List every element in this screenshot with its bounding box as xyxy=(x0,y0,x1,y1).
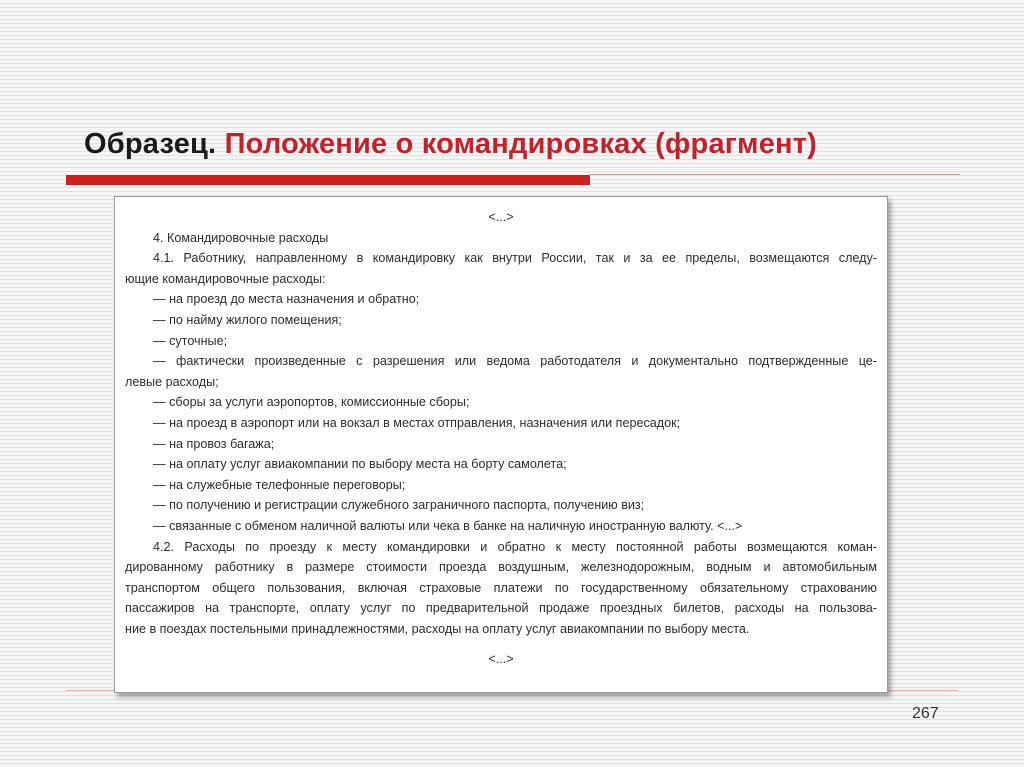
paragraph-4-2-line: пассажиров на транспорте, оплату услуг по предварительной продаже проездных билетов, расходы на пользова- xyxy=(125,601,877,616)
slide-title xyxy=(84,128,817,161)
list-item: — по получению и регистрации служебного заграничного паспорта, получению виз; xyxy=(153,498,645,513)
ellipsis-bottom: <...> xyxy=(488,652,514,667)
title-prefix: Образец. xyxy=(84,128,217,160)
footer-rule-left xyxy=(66,690,116,691)
list-item: — связанные с обменом наличной валюты или чека в банке на наличную иностранную валюту. <...> xyxy=(153,518,743,533)
list-item: — на проезд до места назначения и обратно; xyxy=(153,292,420,307)
paragraph-4-1-line-1: 4.1. Работнику, направленному в командировку как внутри России, так и за ее пределы, возмещаются следу- xyxy=(153,251,877,266)
title-underline-line xyxy=(590,174,960,175)
section-heading: 4. Командировочные расходы xyxy=(153,230,329,245)
list-item: — по найму жилого помещения; xyxy=(153,312,342,327)
list-item-line-2: левые расходы; xyxy=(125,374,219,389)
footer-rule-right xyxy=(888,690,958,691)
title-main: Положение о командировках (фрагмент) xyxy=(224,128,818,160)
document-fragment xyxy=(114,196,888,693)
paragraph-4-1-line-2: ющие командировочные расходы: xyxy=(125,271,326,286)
paragraph-4-2-line-last: ние в поездах постельными принадлежностями, расходы на оплату услуг авиакомпании по выбору места. xyxy=(125,621,750,636)
list-item: — на оплату услуг авиакомпании по выбору места на борту самолета; xyxy=(153,457,567,472)
ellipsis-top: <...> xyxy=(488,210,514,224)
title-underline-bar xyxy=(66,175,590,185)
list-item: — суточные; xyxy=(153,333,228,348)
paragraph-4-2-line-1: 4.2. Расходы по проезду к месту командировки и обратно к месту постоянной работы возмещаются коман- xyxy=(153,539,877,554)
list-item: — сборы за услуги аэропортов, комиссионные сборы; xyxy=(153,395,470,410)
list-item: — на провоз багажа; xyxy=(153,436,275,451)
paragraph-4-2-line: транспортом общего пользования, включая страховые платежи по государственному обязательному страхованию xyxy=(125,580,877,595)
list-item: — на служебные телефонные переговоры; xyxy=(153,477,406,492)
paragraph-4-2-line: дированному работнику в размере стоимости проезда воздушным, железнодорожным, водным и автомобильным xyxy=(125,560,877,575)
page-number: 267 xyxy=(912,705,939,722)
list-item: — на проезд в аэропорт или на вокзал в местах отправления, назначения или пересадок; xyxy=(153,415,681,430)
list-item-line-1: — фактически произведенные с разрешения или ведома работодателя и документально подтвержденные це- xyxy=(153,354,877,369)
